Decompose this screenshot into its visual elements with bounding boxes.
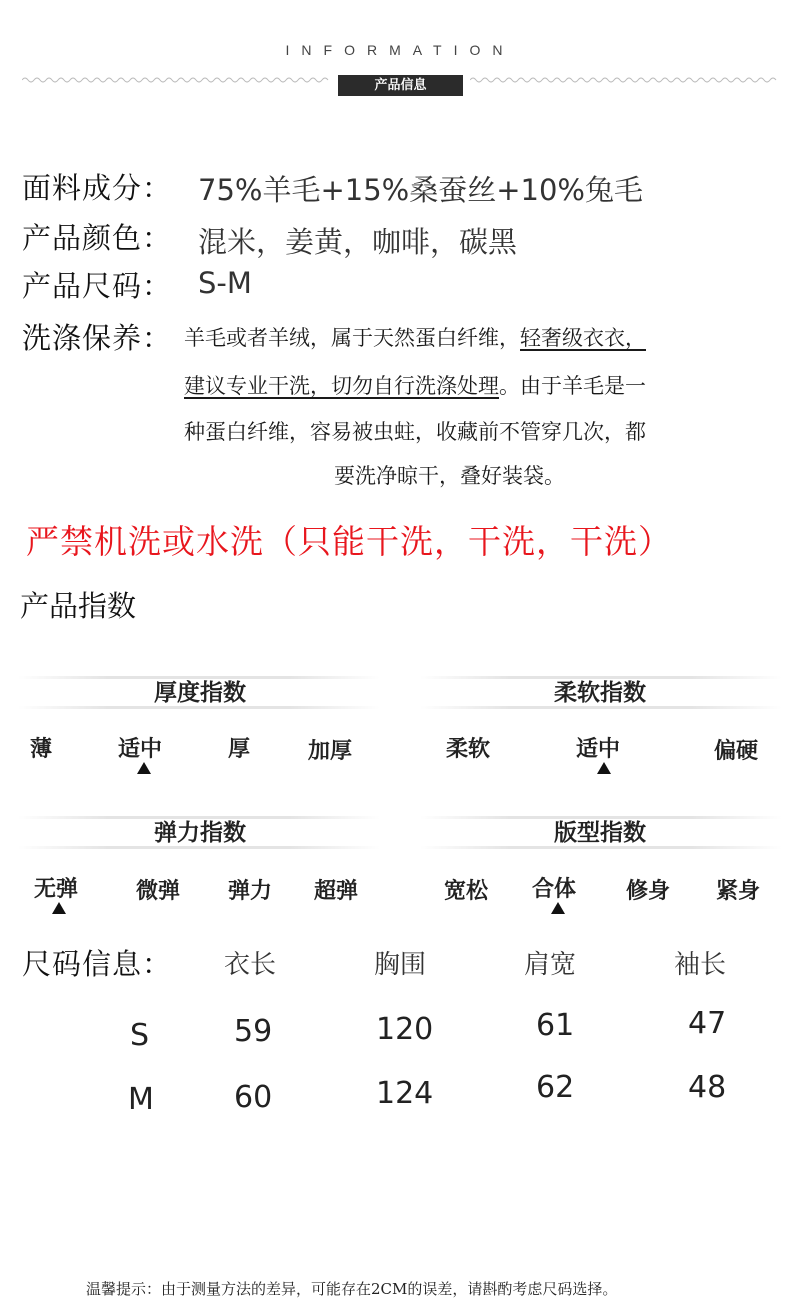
divider [18,846,380,849]
elasticity-option-super: 超弹 [314,879,359,904]
elasticity-option-slight: 微弹 [136,879,181,904]
row-s-sleeve: 47 [688,1006,727,1041]
divider [420,846,782,849]
care-label: 洗涤保养： [22,321,173,355]
softness-option-stiff: 偏硬 [714,739,759,764]
care-line-2-text: 。由于羊毛是一 [499,374,646,398]
section-title: INFORMATION [285,42,515,58]
fit-option-tight: 紧身 [716,879,761,904]
size-value: S-M [198,266,252,300]
care-line-3: 种蛋白纤维，容易被虫蛀，收藏前不管穿几次，都 [184,420,646,444]
decorative-wave-left [22,76,332,84]
header-shoulder: 肩宽 [524,950,577,980]
fit-option-slim: 修身 [626,879,671,904]
row-m-chest: 124 [376,1076,434,1111]
thickness-option-thick: 厚 [228,737,251,762]
softness-indicator-icon [597,762,611,774]
row-s-length: 59 [234,1014,273,1049]
wash-warning: 严禁机洗或水洗（只能干洗，干洗，干洗） [26,522,672,561]
thickness-indicator-icon [137,762,151,774]
measurement-footnote: 温馨提示：由于测量方法的差异，可能存在2CM的误差，请斟酌考虑尺码选择。 [86,1280,618,1298]
row-m-length: 60 [234,1080,273,1115]
color-label: 产品颜色： [22,221,173,255]
size-label: 产品尺码： [22,269,173,303]
care-line-1-text: 羊毛或者羊绒，属于天然蛋白纤维， [184,326,520,350]
thickness-index-title: 厚度指数 [154,680,246,706]
row-m-shoulder: 62 [536,1070,575,1105]
divider [420,706,782,709]
divider [18,706,380,709]
fit-index-title: 版型指数 [554,820,646,846]
softness-option-medium: 适中 [576,737,621,762]
header-sleeve: 袖长 [674,950,727,980]
elasticity-index-title: 弹力指数 [154,820,246,846]
header-chest: 胸围 [374,950,427,980]
color-value: 混米，姜黄，咖啡，碳黑 [198,225,518,259]
elasticity-indicator-icon [52,902,66,914]
care-line-4: 要洗净晾干，叠好装袋。 [334,464,565,488]
softness-index-title: 柔软指数 [554,680,646,706]
elasticity-option-none: 无弹 [34,877,79,902]
care-line-1 [184,322,646,352]
softness-option-soft: 柔软 [446,737,491,762]
product-info-badge: 产品信息 [338,75,463,96]
fit-option-loose: 宽松 [444,879,489,904]
row-m-size: M [128,1082,154,1117]
fit-indicator-icon [551,902,565,914]
row-m-sleeve: 48 [688,1070,727,1105]
header-length: 衣长 [224,950,277,980]
row-s-size: S [130,1018,150,1053]
fit-option-regular: 合体 [532,877,577,902]
product-index-title: 产品指数 [20,589,137,623]
care-line-2-underlined: 建议专业干洗，切勿自行洗涤处理 [184,374,499,398]
care-line-1-underlined: 轻奢级衣衣， [520,326,646,350]
row-s-shoulder: 61 [536,1008,575,1043]
thickness-option-extra-thick: 加厚 [308,739,353,764]
row-s-chest: 120 [376,1012,434,1047]
elasticity-option-elastic: 弹力 [228,879,273,904]
fabric-value: 75%羊毛+15%桑蚕丝+10%兔毛 [198,173,643,207]
care-line-2 [184,370,646,400]
decorative-wave-right [470,76,780,84]
thickness-option-thin: 薄 [30,737,53,762]
fabric-label: 面料成分： [22,171,173,205]
size-table-label: 尺码信息： [22,947,173,981]
thickness-option-medium: 适中 [118,737,163,762]
